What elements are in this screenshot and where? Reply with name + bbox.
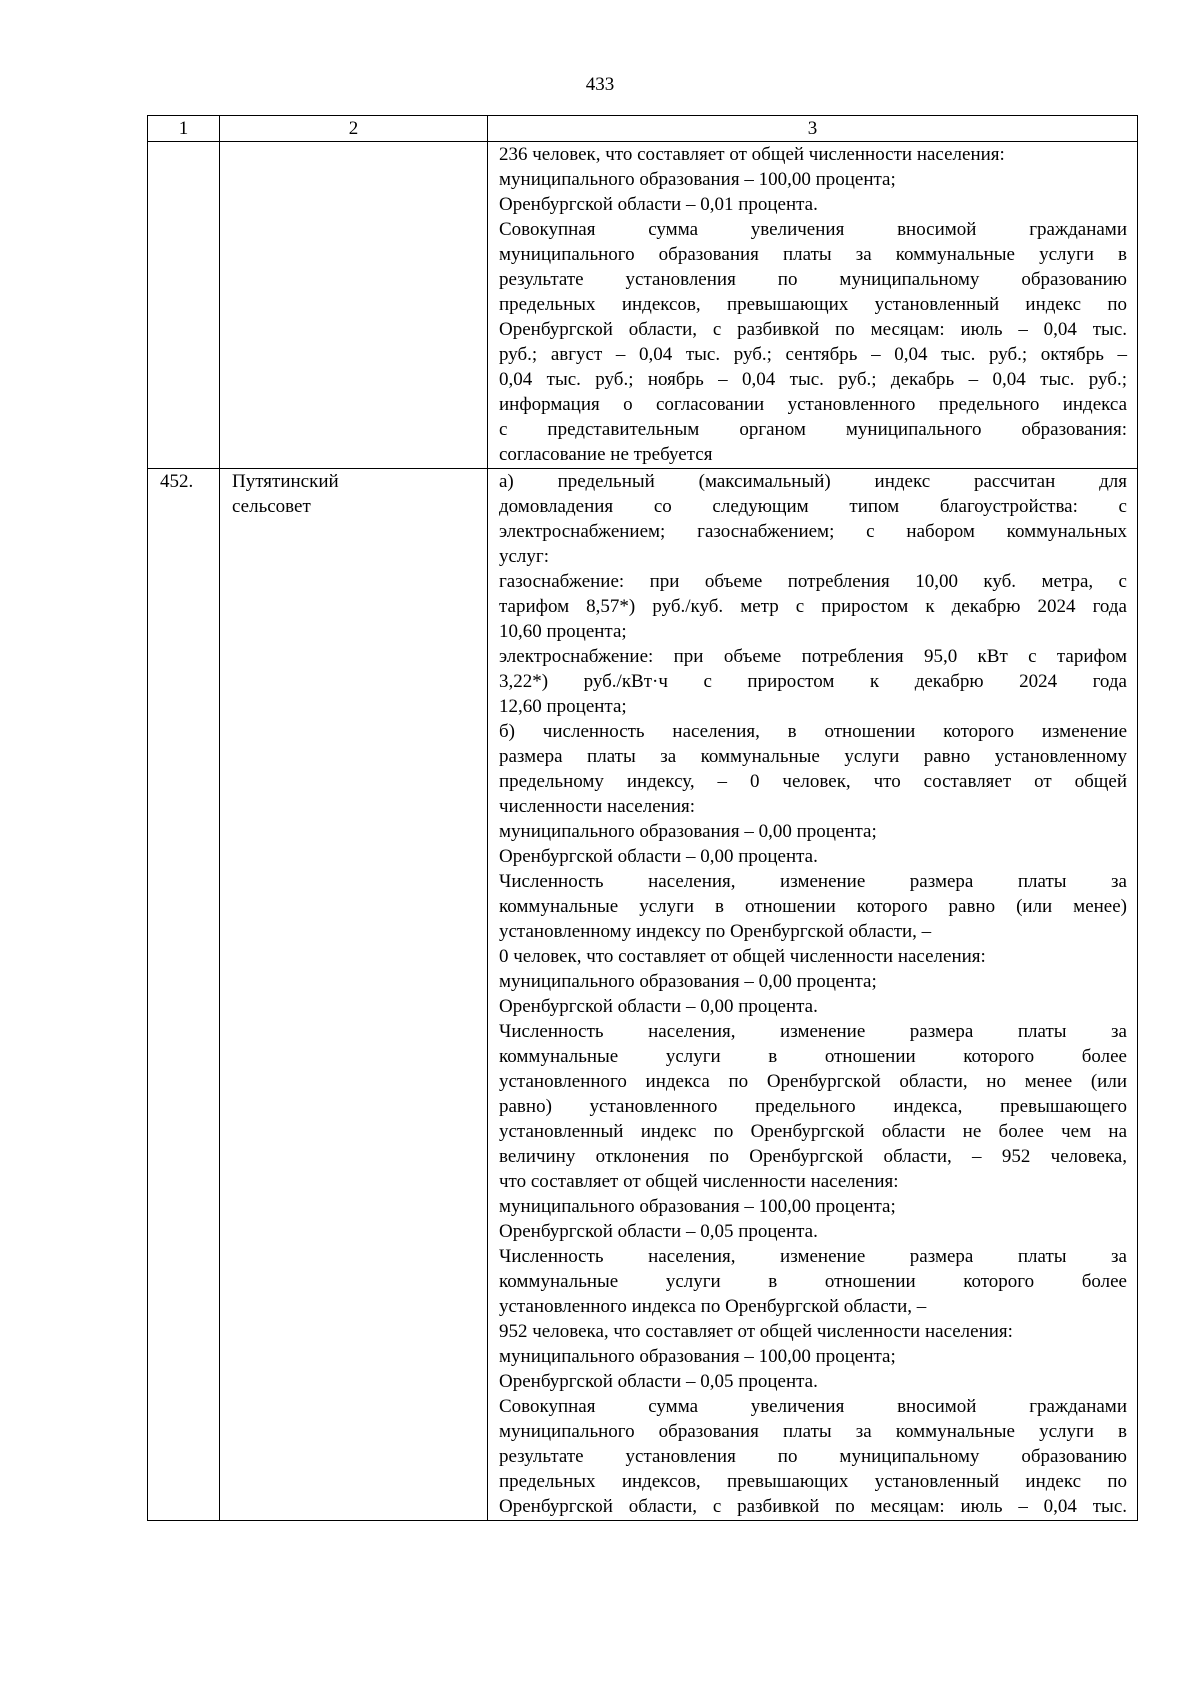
text-line: муниципального образования – 100,00 процента; xyxy=(499,169,896,190)
text-line: установленному индексу по Оренбургской области, – xyxy=(499,921,932,942)
text-line: б) численность населения, в отношении которого изменение xyxy=(499,721,1127,742)
text-line: муниципального образования – 0,00 процента; xyxy=(499,971,877,992)
text-line: электроснабжением; газоснабжением; с набором коммунальных xyxy=(499,521,1127,542)
document-table xyxy=(147,115,1138,1521)
table-header-row xyxy=(148,116,1138,142)
text-line: тарифом 8,57*) руб./куб. метр с приростом к декабрю 2024 года xyxy=(499,596,1127,617)
text-line: Оренбургской области – 0,05 процента. xyxy=(499,1371,818,1392)
description-cell xyxy=(488,469,1138,1521)
row-number-cell xyxy=(148,142,220,469)
table-row-continued xyxy=(148,142,1138,469)
row-number-cell: 452. xyxy=(148,469,220,1521)
text-line: муниципального образования платы за коммунальные услуги в xyxy=(499,244,1127,265)
text-line: 236 человек, что составляет от общей численности населения: xyxy=(499,144,1005,165)
text-line: газоснабжение: при объеме потребления 10,00 куб. метра, с xyxy=(499,571,1127,592)
text-line: что составляет от общей численности населения: xyxy=(499,1171,899,1192)
text-line: установленного индекса по Оренбургской области, – xyxy=(499,1296,927,1317)
text-line: коммунальные услуги в отношении которого равно (или менее) xyxy=(499,896,1127,917)
text-line: домовладения со следующим типом благоустройства: с xyxy=(499,496,1127,517)
description-text xyxy=(499,142,1127,467)
text-line: коммунальные услуги в отношении которого более xyxy=(499,1046,1127,1067)
text-line: 3,22*) руб./кВт·ч с приростом к декабрю 2024 года xyxy=(499,671,1127,692)
text-line: муниципального образования – 100,00 процента; xyxy=(499,1346,896,1367)
text-line: 10,60 процента; xyxy=(499,621,627,642)
text-line: предельных индексов, превышающих установленный индекс по xyxy=(499,294,1127,315)
header-col-1: 1 xyxy=(148,116,220,142)
municipality-name-line: Путятинский xyxy=(232,471,339,492)
text-line: электроснабжение: при объеме потребления 95,0 кВт с тарифом xyxy=(499,646,1127,667)
text-line: Численность населения, изменение размера платы за xyxy=(499,1021,1127,1042)
text-line: Оренбургской области – 0,05 процента. xyxy=(499,1221,818,1242)
text-line: предельному индексу, – 0 человек, что составляет от общей xyxy=(499,771,1127,792)
text-line: руб.; август – 0,04 тыс. руб.; сентябрь – 0,04 тыс. руб.; октябрь – xyxy=(499,344,1127,365)
text-line: информация о согласовании установленного предельного индекса xyxy=(499,394,1127,415)
text-line: Численность населения, изменение размера платы за xyxy=(499,1246,1127,1267)
text-line: муниципального образования платы за коммунальные услуги в xyxy=(499,1421,1127,1442)
text-line: предельных индексов, превышающих установленный индекс по xyxy=(499,1471,1127,1492)
text-line: с представительным органом муниципального образования: xyxy=(499,419,1127,440)
text-line: результате установления по муниципальному образованию xyxy=(499,269,1127,290)
text-line: Оренбургской области, с разбивкой по месяцам: июль – 0,04 тыс. xyxy=(499,1496,1127,1517)
text-line: Оренбургской области – 0,01 процента. xyxy=(499,194,818,215)
table-row-452 xyxy=(148,469,1138,1521)
page-number: 433 xyxy=(585,74,615,95)
municipality-name-cell xyxy=(220,469,488,1521)
description-cell xyxy=(488,142,1138,469)
text-line: численности населения: xyxy=(499,796,696,817)
text-line: 0,04 тыс. руб.; ноябрь – 0,04 тыс. руб.; декабрь – 0,04 тыс. руб.; xyxy=(499,369,1127,390)
municipality-type-line: сельсовет xyxy=(232,496,311,517)
text-line: установленный индекс по Оренбургской области не более чем на xyxy=(499,1121,1127,1142)
header-col-3: 3 xyxy=(488,116,1138,142)
municipality-name-cell xyxy=(220,142,488,469)
text-line: услуг: xyxy=(499,546,549,567)
text-line: установленного индекса по Оренбургской области, но менее (или xyxy=(499,1071,1127,1092)
text-line: величину отклонения по Оренбургской области, – 952 человека, xyxy=(499,1146,1127,1167)
text-line: 12,60 процента; xyxy=(499,696,627,717)
text-line: муниципального образования – 100,00 процента; xyxy=(499,1196,896,1217)
text-line: 0 человек, что составляет от общей численности населения: xyxy=(499,946,986,967)
text-line: Оренбургской области – 0,00 процента. xyxy=(499,996,818,1017)
text-line: Совокупная сумма увеличения вносимой гражданами xyxy=(499,1396,1127,1417)
text-line: равно) установленного предельного индекса, превышающего xyxy=(499,1096,1127,1117)
text-line: согласование не требуется xyxy=(499,444,713,465)
text-line: муниципального образования – 0,00 процента; xyxy=(499,821,877,842)
text-line: 952 человека, что составляет от общей численности населения: xyxy=(499,1321,1013,1342)
text-line: Оренбургской области – 0,00 процента. xyxy=(499,846,818,867)
text-line: результате установления по муниципальному образованию xyxy=(499,1446,1127,1467)
header-col-2: 2 xyxy=(220,116,488,142)
text-line: а) предельный (максимальный) индекс рассчитан для xyxy=(499,471,1127,492)
description-text xyxy=(499,469,1127,1519)
text-line: Совокупная сумма увеличения вносимой гражданами xyxy=(499,219,1127,240)
text-line: Оренбургской области, с разбивкой по месяцам: июль – 0,04 тыс. xyxy=(499,319,1127,340)
text-line: Численность населения, изменение размера платы за xyxy=(499,871,1127,892)
text-line: размера платы за коммунальные услуги равно установленному xyxy=(499,746,1127,767)
text-line: коммунальные услуги в отношении которого более xyxy=(499,1271,1127,1292)
